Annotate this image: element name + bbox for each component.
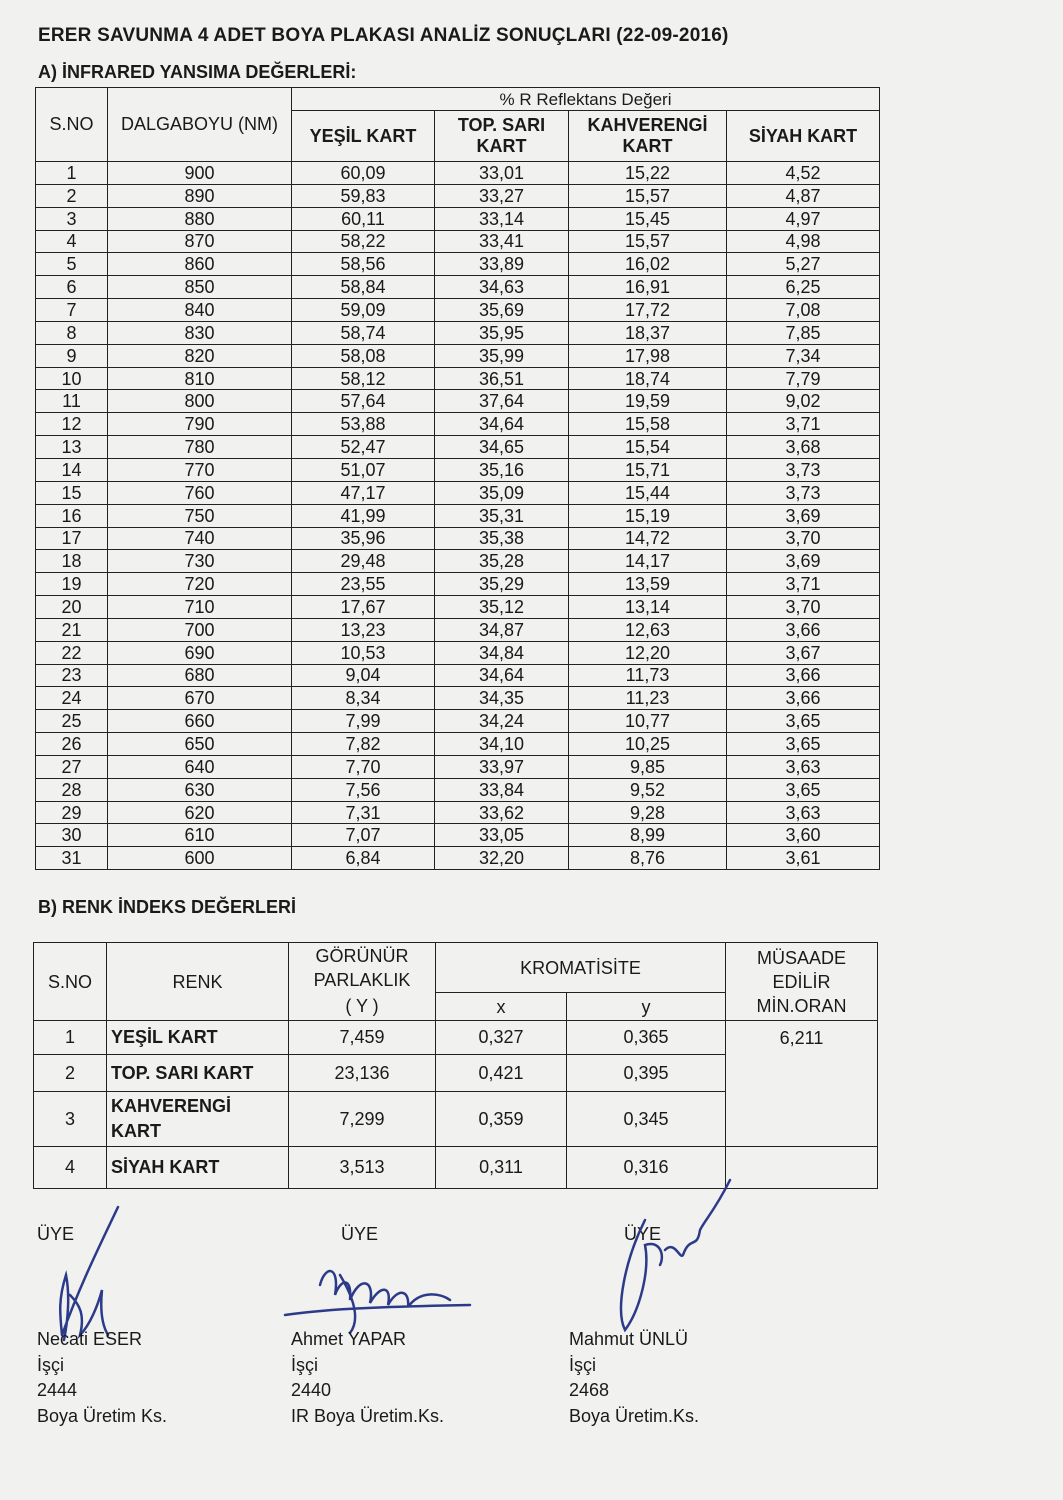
cell-wavelength: 740: [108, 527, 292, 550]
member-1-role: ÜYE: [37, 1224, 75, 1244]
cell-brown: 11,23: [569, 687, 727, 710]
cell-black: 4,97: [727, 207, 880, 230]
table-row: [36, 436, 880, 459]
cell-green: 23,55: [292, 573, 435, 596]
cell-sno: 30: [36, 824, 108, 847]
cell-sno: 8: [36, 321, 108, 344]
cell-green: 7,99: [292, 710, 435, 733]
cell-black: 3,70: [727, 596, 880, 619]
cell-sno: 7: [36, 299, 108, 322]
cell-green: 9,04: [292, 664, 435, 687]
cell-sno: 20: [36, 596, 108, 619]
cell-green: 60,09: [292, 162, 435, 185]
cell-black: 4,87: [727, 184, 880, 207]
cell-green: 58,74: [292, 321, 435, 344]
table-row: [36, 641, 880, 664]
cell-yellow: 33,62: [435, 801, 569, 824]
cell-sno: 2: [34, 1055, 107, 1092]
header-renk: RENK: [107, 943, 289, 1021]
cell-brown: 18,37: [569, 321, 727, 344]
table-row: [34, 1147, 878, 1189]
cell-black: 3,66: [727, 687, 880, 710]
cell-green: 60,11: [292, 207, 435, 230]
cell-green: 41,99: [292, 504, 435, 527]
cell-green: 7,70: [292, 755, 435, 778]
cell-color-name-text: KAHVERENGİ KART: [111, 1096, 232, 1141]
signature-block-2: [291, 1327, 444, 1429]
cell-green: 58,56: [292, 253, 435, 276]
cell-yellow: 34,10: [435, 733, 569, 756]
cell-yellow: 33,41: [435, 230, 569, 253]
section-b-heading: B) RENK İNDEKS DEĞERLERİ: [38, 897, 297, 917]
cell-brown: 12,63: [569, 618, 727, 641]
cell-yellow: 37,64: [435, 390, 569, 413]
cell-brightness: 3,513: [289, 1147, 436, 1189]
member-department: Boya Üretim Ks.: [37, 1405, 168, 1426]
cell-green: 59,83: [292, 184, 435, 207]
cell-sno: 31: [36, 847, 108, 870]
cell-wavelength: 830: [108, 321, 292, 344]
cell-min-ratio-empty: [726, 1147, 878, 1189]
table-row: [36, 504, 880, 527]
cell-yellow: 34,24: [435, 710, 569, 733]
cell-yellow: 33,97: [435, 755, 569, 778]
cell-wavelength: 900: [108, 162, 292, 185]
cell-sno: 24: [36, 687, 108, 710]
cell-green: 13,23: [292, 618, 435, 641]
cell-sno: 3: [36, 207, 108, 230]
signature-2-image: [280, 1255, 480, 1335]
cell-sno: 12: [36, 413, 108, 436]
cell-green: 59,09: [292, 299, 435, 322]
cell-black: 3,68: [727, 436, 880, 459]
cell-green: 17,67: [292, 596, 435, 619]
cell-y: 0,316: [567, 1147, 726, 1189]
member-name: Ahmet YAPAR: [291, 1329, 407, 1349]
cell-brown: 15,54: [569, 436, 727, 459]
cell-black: 3,71: [727, 413, 880, 436]
cell-brown: 13,59: [569, 573, 727, 596]
cell-wavelength: 620: [108, 801, 292, 824]
cell-wavelength: 880: [108, 207, 292, 230]
cell-yellow: 33,84: [435, 778, 569, 801]
cell-brown: 15,57: [569, 230, 727, 253]
cell-brown: 9,52: [569, 778, 727, 801]
cell-sno: 26: [36, 733, 108, 756]
cell-brown: 9,28: [569, 801, 727, 824]
table-row: [36, 276, 880, 299]
cell-yellow: 33,05: [435, 824, 569, 847]
member-id: 2468: [569, 1380, 610, 1400]
header-reflectance-group: % R Reflektans Değeri: [292, 88, 880, 111]
cell-black: 3,61: [727, 847, 880, 870]
cell-wavelength: 690: [108, 641, 292, 664]
member-id: 2440: [291, 1380, 332, 1400]
cell-brightness: 7,299: [289, 1092, 436, 1147]
member-title: İşçi: [291, 1354, 318, 1375]
cell-black: 3,65: [727, 710, 880, 733]
cell-yellow: 34,84: [435, 641, 569, 664]
cell-wavelength: 840: [108, 299, 292, 322]
table-row: [36, 755, 880, 778]
table-row: [36, 413, 880, 436]
cell-green: 47,17: [292, 481, 435, 504]
cell-wavelength: 670: [108, 687, 292, 710]
cell-wavelength: 820: [108, 344, 292, 367]
cell-brown: 8,76: [569, 847, 727, 870]
cell-y: 0,345: [567, 1092, 726, 1147]
cell-yellow: 34,35: [435, 687, 569, 710]
table-row: [36, 801, 880, 824]
cell-sno: 14: [36, 458, 108, 481]
cell-green: 35,96: [292, 527, 435, 550]
member-title: İşçi: [569, 1354, 596, 1375]
cell-sno: 2: [36, 184, 108, 207]
cell-sno: 15: [36, 481, 108, 504]
cell-x: 0,359: [436, 1092, 567, 1147]
cell-black: 4,52: [727, 162, 880, 185]
cell-brown: 10,25: [569, 733, 727, 756]
cell-wavelength: 760: [108, 481, 292, 504]
table-row: [36, 573, 880, 596]
cell-brown: 13,14: [569, 596, 727, 619]
cell-wavelength: 800: [108, 390, 292, 413]
cell-wavelength: 630: [108, 778, 292, 801]
cell-green: 7,82: [292, 733, 435, 756]
cell-wavelength: 780: [108, 436, 292, 459]
cell-sno: 5: [36, 253, 108, 276]
cell-wavelength: 890: [108, 184, 292, 207]
cell-green: 57,64: [292, 390, 435, 413]
signature-3-image: [605, 1170, 745, 1340]
member-2-role: ÜYE: [341, 1224, 379, 1244]
cell-green: 29,48: [292, 550, 435, 573]
cell-green: 58,22: [292, 230, 435, 253]
cell-black: 3,71: [727, 573, 880, 596]
header-wavelength: DALGABOYU (NM): [108, 88, 292, 162]
member-3-role: ÜYE: [624, 1224, 662, 1244]
cell-yellow: 33,14: [435, 207, 569, 230]
section-a-heading: A) İNFRARED YANSIMA DEĞERLERİ:: [38, 62, 357, 82]
document-title: ERER SAVUNMA 4 ADET BOYA PLAKASI ANALİZ SONUÇLARI (22-09-2016): [38, 25, 729, 46]
cell-sno: 13: [36, 436, 108, 459]
header-sno: S.NO: [36, 88, 108, 162]
table-row: [36, 710, 880, 733]
cell-yellow: 35,29: [435, 573, 569, 596]
cell-brown: 15,45: [569, 207, 727, 230]
cell-green: 51,07: [292, 458, 435, 481]
cell-green: 58,84: [292, 276, 435, 299]
cell-sno: 11: [36, 390, 108, 413]
cell-black: 7,79: [727, 367, 880, 390]
header-min-ratio: MÜSAADE EDİLİR MİN.ORAN: [726, 943, 878, 1021]
cell-wavelength: 610: [108, 824, 292, 847]
cell-brown: 16,02: [569, 253, 727, 276]
table-row: [36, 687, 880, 710]
cell-brown: 16,91: [569, 276, 727, 299]
cell-sno: 4: [34, 1147, 107, 1189]
cell-yellow: 34,64: [435, 413, 569, 436]
table-row: [36, 230, 880, 253]
cell-black: 7,85: [727, 321, 880, 344]
member-title: İşçi: [37, 1354, 64, 1375]
cell-green: 7,56: [292, 778, 435, 801]
table-row: [36, 596, 880, 619]
cell-black: 3,65: [727, 733, 880, 756]
table-row: [36, 207, 880, 230]
cell-green: 7,07: [292, 824, 435, 847]
cell-yellow: 35,31: [435, 504, 569, 527]
table-row: [36, 481, 880, 504]
cell-green: 7,31: [292, 801, 435, 824]
cell-brightness: 23,136: [289, 1055, 436, 1092]
cell-black: 6,25: [727, 276, 880, 299]
cell-y: 0,365: [567, 1021, 726, 1055]
signature-block-3: [569, 1327, 699, 1429]
cell-brown: 15,19: [569, 504, 727, 527]
header-sno: S.NO: [34, 943, 107, 1021]
cell-sno: 28: [36, 778, 108, 801]
color-index-table: [33, 942, 878, 1189]
table-row: [36, 778, 880, 801]
cell-color-name: SİYAH KART: [107, 1147, 289, 1189]
cell-yellow: 35,09: [435, 481, 569, 504]
cell-x: 0,421: [436, 1055, 567, 1092]
member-department: Boya Üretim.Ks.: [569, 1405, 700, 1426]
member-id: 2444: [37, 1380, 78, 1400]
cell-brown: 11,73: [569, 664, 727, 687]
cell-black: 7,34: [727, 344, 880, 367]
cell-black: 3,63: [727, 755, 880, 778]
cell-color-name: TOP. SARI KART: [107, 1055, 289, 1092]
cell-green: 10,53: [292, 641, 435, 664]
table-row: [36, 527, 880, 550]
cell-black: 3,73: [727, 458, 880, 481]
cell-black: 3,66: [727, 664, 880, 687]
cell-sno: 9: [36, 344, 108, 367]
cell-yellow: 35,12: [435, 596, 569, 619]
cell-green: 6,84: [292, 847, 435, 870]
cell-sno: 23: [36, 664, 108, 687]
cell-brown: 17,98: [569, 344, 727, 367]
cell-sno: 1: [34, 1021, 107, 1055]
header-brown-card: KAHVERENGİ KART: [569, 111, 727, 162]
cell-x: 0,311: [436, 1147, 567, 1189]
cell-brightness: 7,459: [289, 1021, 436, 1055]
cell-sno: 1: [36, 162, 108, 185]
cell-sno: 4: [36, 230, 108, 253]
cell-wavelength: 860: [108, 253, 292, 276]
cell-yellow: 35,16: [435, 458, 569, 481]
cell-brown: 17,72: [569, 299, 727, 322]
cell-brown: 8,99: [569, 824, 727, 847]
table-row: [36, 458, 880, 481]
table-row: [36, 344, 880, 367]
ir-table-body: [36, 162, 880, 870]
cell-yellow: 35,38: [435, 527, 569, 550]
cell-brown: 10,77: [569, 710, 727, 733]
cell-sno: 19: [36, 573, 108, 596]
cell-yellow: 33,27: [435, 184, 569, 207]
cell-black: 7,08: [727, 299, 880, 322]
cell-green: 52,47: [292, 436, 435, 459]
cell-yellow: 35,28: [435, 550, 569, 573]
cell-brown: 12,20: [569, 641, 727, 664]
cell-brown: 18,74: [569, 367, 727, 390]
cell-black: 3,73: [727, 481, 880, 504]
cell-color-name: YEŞİL KART: [107, 1021, 289, 1055]
cell-sno: 10: [36, 367, 108, 390]
cell-wavelength: 720: [108, 573, 292, 596]
cell-sno: 3: [34, 1092, 107, 1147]
cell-black: 3,70: [727, 527, 880, 550]
cell-wavelength: 810: [108, 367, 292, 390]
header-brightness-unit: ( Y ): [289, 993, 436, 1021]
cell-wavelength: 730: [108, 550, 292, 573]
table-row: [36, 367, 880, 390]
cell-brown: 15,71: [569, 458, 727, 481]
cell-y: 0,395: [567, 1055, 726, 1092]
table-row: [36, 253, 880, 276]
table-row: [36, 321, 880, 344]
table-row: [36, 390, 880, 413]
cell-green: 58,12: [292, 367, 435, 390]
member-department: IR Boya Üretim.Ks.: [291, 1405, 445, 1426]
cell-black: 3,69: [727, 550, 880, 573]
cell-yellow: 34,65: [435, 436, 569, 459]
cell-brown: 15,22: [569, 162, 727, 185]
table-row: [36, 162, 880, 185]
cell-sno: 21: [36, 618, 108, 641]
cell-wavelength: 770: [108, 458, 292, 481]
table-row: [34, 1021, 878, 1055]
header-chromaticity: KROMATİSİTE: [436, 943, 726, 993]
cell-black: 4,98: [727, 230, 880, 253]
cell-sno: 16: [36, 504, 108, 527]
cell-wavelength: 660: [108, 710, 292, 733]
header-y: y: [567, 993, 726, 1021]
cell-yellow: 35,99: [435, 344, 569, 367]
cell-wavelength: 870: [108, 230, 292, 253]
cell-wavelength: 710: [108, 596, 292, 619]
cell-brown: 14,72: [569, 527, 727, 550]
cell-yellow: 32,20: [435, 847, 569, 870]
header-green-card: YEŞİL KART: [292, 111, 435, 162]
cell-black: 9,02: [727, 390, 880, 413]
cell-sno: 22: [36, 641, 108, 664]
header-brightness: GÖRÜNÜR PARLAKLIK: [289, 943, 436, 993]
member-name: Necati ESER: [37, 1329, 143, 1349]
table-row: [36, 299, 880, 322]
cell-black: 5,27: [727, 253, 880, 276]
cell-wavelength: 600: [108, 847, 292, 870]
cell-black: 3,60: [727, 824, 880, 847]
cell-wavelength: 640: [108, 755, 292, 778]
cell-yellow: 34,87: [435, 618, 569, 641]
cell-wavelength: 750: [108, 504, 292, 527]
cell-x: 0,327: [436, 1021, 567, 1055]
cell-brown: 19,59: [569, 390, 727, 413]
table-row: [36, 550, 880, 573]
cell-green: 58,08: [292, 344, 435, 367]
header-yellow-card: TOP. SARI KART: [435, 111, 569, 162]
cell-sno: 25: [36, 710, 108, 733]
cell-wavelength: 700: [108, 618, 292, 641]
cell-brown: 14,17: [569, 550, 727, 573]
signature-block-1: [37, 1327, 167, 1429]
cell-green: 8,34: [292, 687, 435, 710]
cell-sno: 27: [36, 755, 108, 778]
cell-green: 53,88: [292, 413, 435, 436]
cell-yellow: 33,01: [435, 162, 569, 185]
member-name: Mahmut ÜNLÜ: [569, 1329, 689, 1349]
header-black-card: SİYAH KART: [727, 111, 880, 162]
cell-wavelength: 650: [108, 733, 292, 756]
table-row: [36, 847, 880, 870]
cell-brown: 9,85: [569, 755, 727, 778]
cell-sno: 18: [36, 550, 108, 573]
cell-yellow: 35,95: [435, 321, 569, 344]
cell-min-ratio: 6,211: [726, 1021, 878, 1147]
table-row: [36, 664, 880, 687]
cell-brown: 15,57: [569, 184, 727, 207]
cell-yellow: 35,69: [435, 299, 569, 322]
cell-brown: 15,58: [569, 413, 727, 436]
cell-wavelength: 680: [108, 664, 292, 687]
cell-sno: 6: [36, 276, 108, 299]
cell-yellow: 34,63: [435, 276, 569, 299]
cell-brown: 15,44: [569, 481, 727, 504]
cell-black: 3,69: [727, 504, 880, 527]
table-row: [36, 733, 880, 756]
cell-sno: 17: [36, 527, 108, 550]
cell-color-name: [107, 1092, 289, 1147]
cell-black: 3,63: [727, 801, 880, 824]
table-row: [36, 824, 880, 847]
cell-black: 3,65: [727, 778, 880, 801]
cell-yellow: 33,89: [435, 253, 569, 276]
cell-black: 3,66: [727, 618, 880, 641]
cell-wavelength: 850: [108, 276, 292, 299]
table-row: [36, 618, 880, 641]
table-row: [36, 184, 880, 207]
cell-wavelength: 790: [108, 413, 292, 436]
cell-yellow: 34,64: [435, 664, 569, 687]
infrared-reflectance-table: [35, 87, 880, 870]
cell-sno: 29: [36, 801, 108, 824]
header-x: x: [436, 993, 567, 1021]
cell-black: 3,67: [727, 641, 880, 664]
cell-yellow: 36,51: [435, 367, 569, 390]
